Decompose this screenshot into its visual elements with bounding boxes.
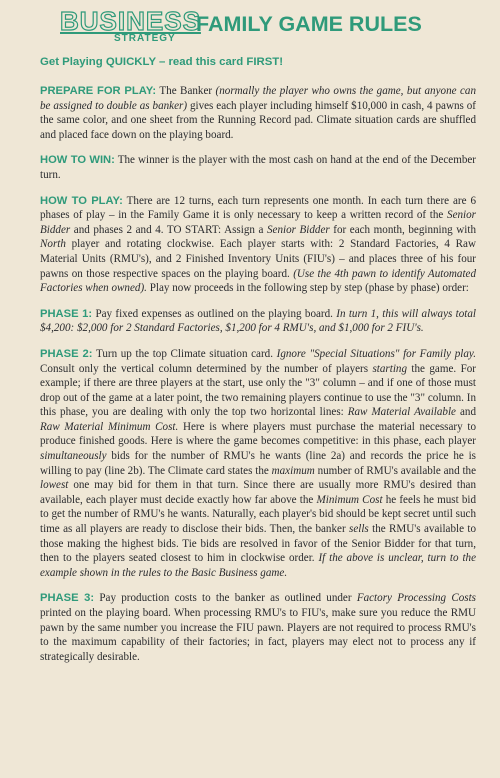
section-heading: PHASE 1: — [40, 307, 93, 320]
section-heading: PHASE 3: — [40, 592, 95, 605]
section-body: There are 12 turns, each turn represents one month. In each turn there are 6 phases of play – in the Family Game it is only necessary to keep a written record of the Senior Bidder and phases 2 and 4. TO START: Assign a Senior Bidder for each month, beginning with North player and rotating clockwise. Each player starts with: 2 Standard Factories, 4 Raw Material Units (RMU's), and 2 Finished Inventory Units (FIU's) – and places three of his four pawns on those respective spaces on the playing board. (Use the 4th pawn to identify Automated Factories when owned). Play now proceeds in the following step by step (phase by phase) order: — [40, 194, 477, 295]
header — [24, 6, 476, 50]
rules-section — [40, 194, 476, 296]
section-body: Pay fixed expenses as outlined on the playing board. In turn 1, this will always total $4,200: $2,000 for 2 Standard Factories, $1,200 for 4 RMU's, and $1,000 for 2 FIU's. — [40, 307, 476, 335]
section-body: Turn up the top Climate situation card. Ignore "Special Situations" for Family play. Consult only the vertical column determined by the number of players starting the game. For example; if there are three players at the start, use only the "3" column – and if one of those must drop out of the game at a later point, the two remaining players continue to use the "3" column. In this phase, you are dealing with only the top two horizontal lines: Raw Material Available and Raw Material Minimum Cost. Here is where players must purchase the material necessary to produce finished goods. Here is where the game becomes competitive: in this phase, each player simultaneously bids for the number of RMU's he wants (line 2a) and records the price he is willing to pay (line 2b). The Climate card states the maximum number of RMU's available and the lowest one may bid for them in that turn. Since there are usually more RMU's desired than available, each player must decide exactly how far above the Minimum Cost he feels he must bid to get the number of RMU's he wants. Naturally, each player's bid should be kept secret until such time as all players are ready to disclose their bids. Then, the banker sells the RMU's available to those making the highest bids. Tie bids are resolved in favor of the Senior Bidder for that turn, then to the players seated closest to him in clockwise order. If the above is unclear, turn to the example shown in the rules to the Basic Business game. — [40, 347, 477, 579]
section-body: Pay production costs to the banker as outlined under Factory Processing Costs printed on the playing board. When processing RMU's to FIU's, make sure you reduce the RMU pawn by the same number you increase the FIU pawn. Players are not required to process RMU's to the maximum capability of their factories; in fact, players may elect not to process any if strategically desirable. — [40, 592, 476, 663]
section-heading: PREPARE FOR PLAY: — [40, 85, 157, 97]
rules-sections — [24, 84, 476, 664]
rules-section — [40, 347, 476, 581]
section-body: The winner is the player with the most cash on hand at the end of the December turn. — [40, 154, 476, 181]
rules-section — [40, 591, 476, 664]
rules-section — [40, 307, 476, 336]
page-subtitle: Get Playing QUICKLY – read this card FIRST! — [40, 56, 284, 68]
section-body: The Banker (normally the player who owns the game, but anyone can be assigned to double as banker) gives each player including himself $10,000 in cash, 4 pawns of the same color, and one sheet from the Running Record pad. Climate situation cards are shuffled and placed face down on the playing board. — [40, 85, 476, 141]
section-heading: HOW TO WIN: — [40, 154, 115, 167]
rules-section — [40, 153, 476, 182]
section-heading: PHASE 2: — [40, 347, 93, 360]
page-title: FAMILY GAME RULES — [196, 12, 422, 36]
section-heading: HOW TO PLAY: — [40, 194, 123, 207]
logo-sub-text: STRATEGY — [114, 33, 176, 44]
rules-section — [40, 84, 476, 142]
business-strategy-logo — [60, 6, 201, 48]
logo-main-text: BUSINESS — [60, 6, 201, 36]
